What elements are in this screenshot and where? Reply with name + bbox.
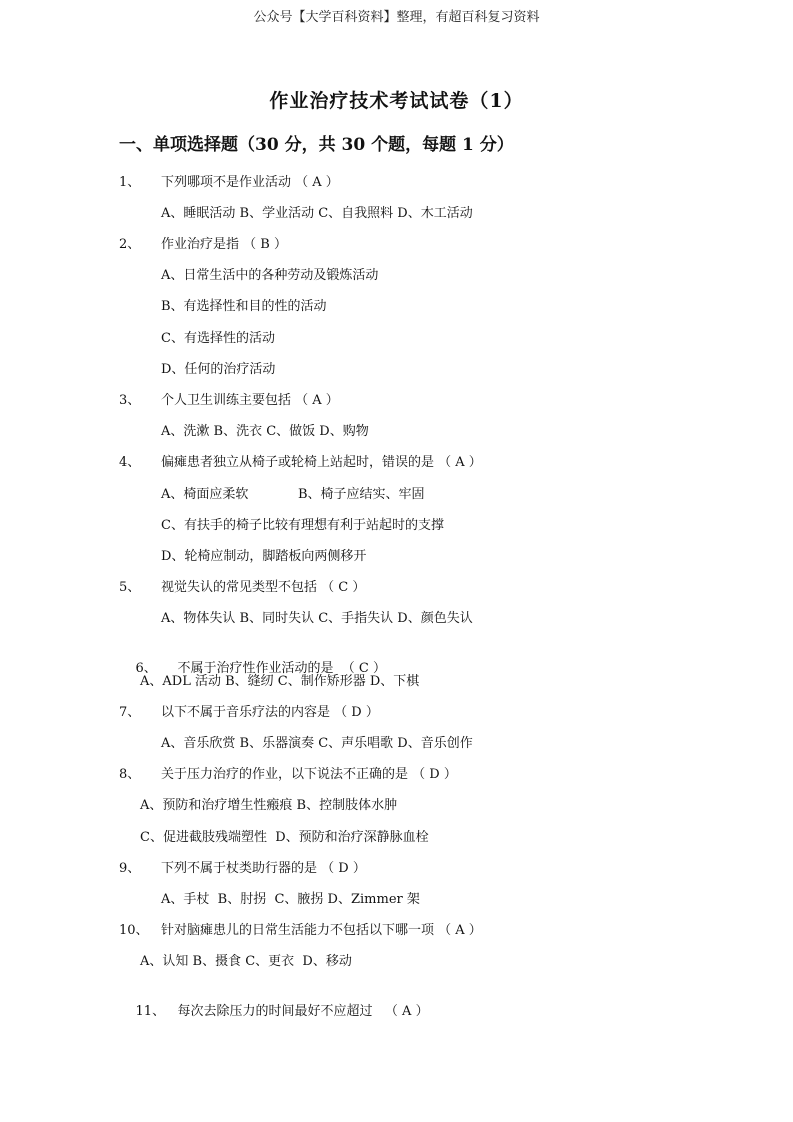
question-text: 每次去除压力的时间最好不应超过 （ A ） xyxy=(177,1004,429,1019)
option-line: D、轮椅应制动，脚踏板向两侧移开 xyxy=(161,549,367,564)
question-10 xyxy=(119,922,482,940)
option-line: C、有扶手的椅子比较有理想有利于站起时的支撑 xyxy=(161,518,444,533)
question-text: 下列哪项不是作业活动 （ A ） xyxy=(161,175,339,190)
question-number: 3、 xyxy=(119,393,141,408)
question-4 xyxy=(119,454,482,472)
question-number: 4、 xyxy=(119,455,141,470)
option-line: A、椅面应柔软 B、椅子应结实、牢固 xyxy=(161,487,425,502)
question-number: 9、 xyxy=(119,861,141,876)
option-line: A、认知 B、摄食 C、更衣 D、移动 xyxy=(140,954,352,969)
question-number: 5、 xyxy=(119,580,141,595)
question-text: 以下不属于音乐疗法的内容是 （ D ） xyxy=(161,705,379,720)
question-text: 视觉失认的常见类型不包括 （ C ） xyxy=(161,580,366,595)
question-number: 1、 xyxy=(119,175,141,190)
question-11 xyxy=(119,985,429,1039)
question-2 xyxy=(119,236,287,254)
question-7 xyxy=(119,704,379,722)
option-line: A、睡眠活动 B、学业活动 C、自我照料 D、木工活动 xyxy=(161,206,473,221)
question-text: 作业治疗是指 （ B ） xyxy=(161,237,287,252)
option-line: C、有选择性的活动 xyxy=(161,331,275,346)
question-1 xyxy=(119,174,339,192)
question-number: 10、 xyxy=(119,923,149,938)
question-number: 11、 xyxy=(135,1004,166,1019)
option-line: A、音乐欣赏 B、乐器演奏 C、声乐唱歌 D、音乐创作 xyxy=(161,736,473,751)
question-number: 2、 xyxy=(119,237,141,252)
question-text: 针对脑瘫患儿的日常生活能力不包括以下哪一项 （ A ） xyxy=(161,923,482,938)
option-line: B、有选择性和目的性的活动 xyxy=(161,299,327,314)
question-number: 8、 xyxy=(119,767,141,782)
option-line: D、任何的治疗活动 xyxy=(161,362,276,377)
option-line: C、促进截肢残端塑性 D、预防和治疗深静脉血栓 xyxy=(140,830,429,845)
question-text: 个人卫生训练主要包括 （ A ） xyxy=(161,393,339,408)
section-heading: 一、单项选择题（30 分，共 30 个题，每题 1 分） xyxy=(119,135,514,155)
question-text: 偏瘫患者独立从椅子或轮椅上站起时，错误的是 （ A ） xyxy=(161,455,482,470)
option-line: A、手杖 B、肘拐 C、腋拐 D、Zimmer 架 xyxy=(161,892,420,907)
option-line: A、预防和治疗增生性瘢痕 B、控制肢体水肿 xyxy=(140,798,398,813)
option-line: A、ADL 活动 B、缝纫 C、制作矫形器 D、下棋 xyxy=(140,674,420,689)
header-watermark: 公众号【大学百科资料】整理，有超百科复习资料 xyxy=(253,10,540,25)
question-number: 7、 xyxy=(119,705,141,720)
question-9 xyxy=(119,860,366,878)
question-text: 关于压力治疗的作业，以下说法不正确的是 （ D ） xyxy=(161,767,457,782)
option-line: A、物体失认 B、同时失认 C、手指失认 D、颜色失认 xyxy=(161,611,473,626)
page-title: 作业治疗技术考试试卷（1） xyxy=(269,90,524,112)
question-8 xyxy=(119,766,457,784)
question-text: 不属于治疗性作业活动的是 （ C ） xyxy=(177,661,387,676)
question-5 xyxy=(119,579,365,597)
option-line: A、日常生活中的各种劳动及锻炼活动 xyxy=(161,268,379,283)
question-text: 下列不属于杖类助行器的是 （ D ） xyxy=(161,861,366,876)
question-number: 6、 xyxy=(135,661,157,676)
question-3 xyxy=(119,392,339,410)
option-line: A、洗漱 B、洗衣 C、做饭 D、购物 xyxy=(161,424,369,439)
